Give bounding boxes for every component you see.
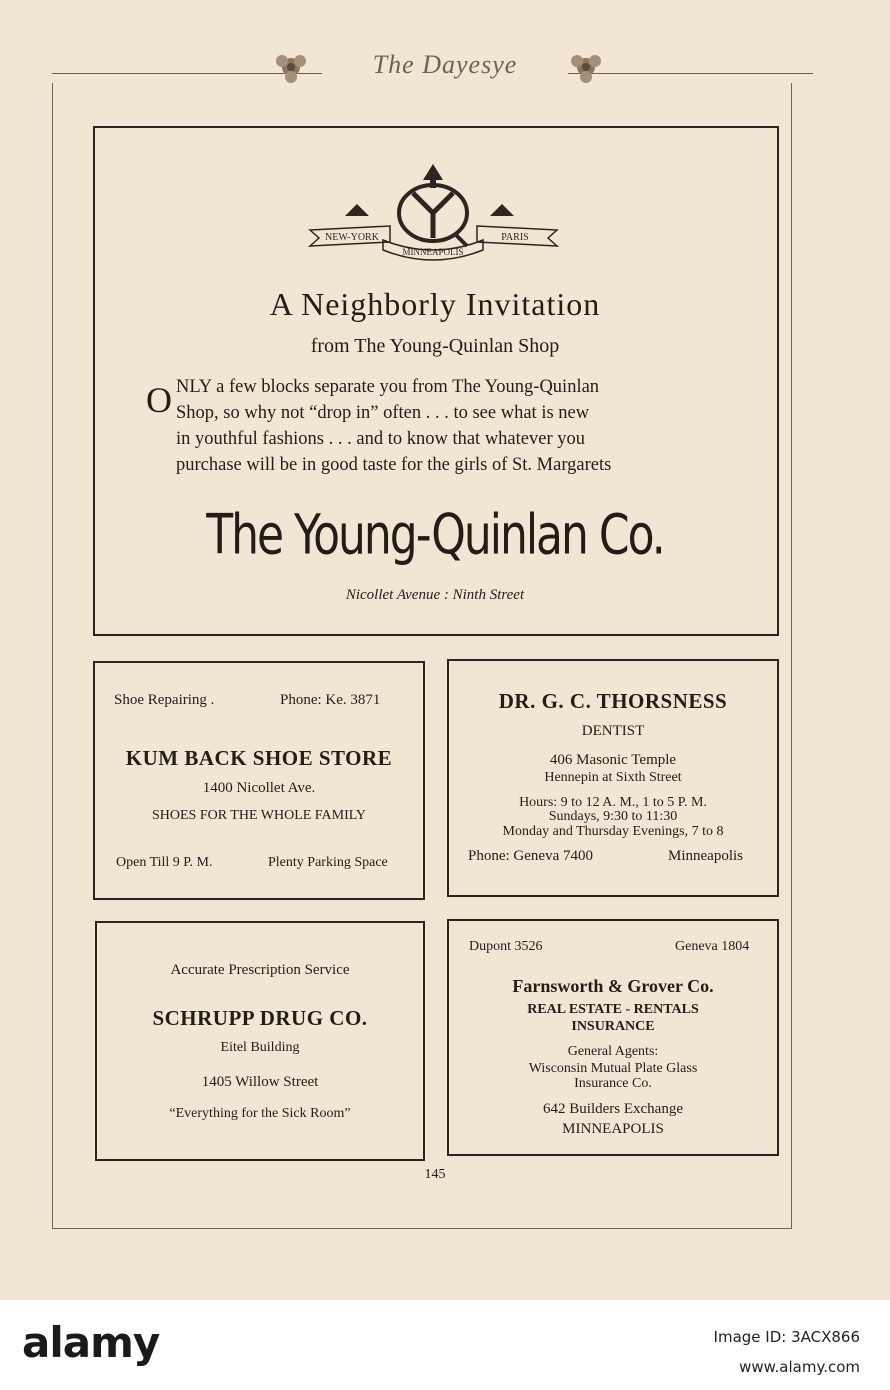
company-name: The Young-Quinlan Co. [206, 503, 664, 568]
banner-bottom: MINNEAPOLIS [402, 247, 464, 257]
stock-logo: alamy [22, 1318, 160, 1367]
realestate-insurance: INSURANCE [571, 1019, 655, 1034]
dentist-sunday-hours: Sundays, 9:30 to 11:30 [548, 809, 678, 824]
ad-subtitle: from The Young-Quinlan Shop [310, 335, 560, 357]
dentist-name: DR. G. C. THORSNESS [498, 689, 728, 713]
dentist-phone: Phone: Geneva 7400 [468, 848, 593, 864]
company-address: Nicollet Avenue : Ninth Street [345, 587, 525, 603]
stock-image-id: Image ID: 3ACX866 [713, 1328, 860, 1346]
drug-store-name: SCHRUPP DRUG CO. [152, 1006, 368, 1030]
drop-cap: O [146, 380, 172, 420]
dentist-title: DENTIST [581, 723, 645, 739]
banner-left: NEW-YORK [325, 232, 379, 243]
dentist-city: Minneapolis [668, 848, 743, 864]
drug-street: 1405 Willow Street [201, 1074, 319, 1090]
invitation-paragraph [176, 374, 696, 478]
stock-info [714, 1322, 860, 1382]
shoe-tagline: SHOES FOR THE WHOLE FAMILY [151, 808, 367, 823]
shoe-phone: Phone: Ke. 3871 [280, 692, 381, 708]
dentist-hours: Hours: 9 to 12 A. M., 1 to 5 P. M. [519, 795, 707, 810]
young-quinlan-logo [305, 158, 565, 268]
drug-tagline: “Everything for the Sick Room” [169, 1106, 351, 1121]
dentist-street: Hennepin at Sixth Street [544, 770, 682, 785]
drug-service: Accurate Prescription Service [170, 962, 350, 978]
paragraph-line: in youthful fashions . . . and to know that whatever you [176, 429, 585, 449]
dentist-address: 406 Masonic Temple [549, 752, 677, 768]
stock-site: www.alamy.com [739, 1358, 860, 1376]
drug-building: Eitel Building [220, 1040, 300, 1055]
agents-label: General Agents: [567, 1044, 659, 1059]
realestate-address: 642 Builders Exchange [543, 1101, 683, 1117]
paragraph-line: purchase will be in good taste for the girls of St. Margarets [176, 455, 612, 475]
realestate-company: Farnsworth & Grover Co. [512, 976, 714, 996]
banner-right: PARIS [501, 232, 529, 243]
page-number: 145 [424, 1167, 446, 1182]
shoe-service: Shoe Repairing . [114, 692, 215, 708]
agents-name-2: Insurance Co. [574, 1076, 652, 1091]
shoe-address: 1400 Nicollet Ave. [202, 780, 316, 796]
shoe-store-name: KUM BACK SHOE STORE [125, 746, 393, 770]
paragraph-line: NLY a few blocks separate you from The Young-Quinlan [176, 377, 600, 397]
logo-monogram: YQ [433, 230, 435, 231]
phone-geneva: Geneva 1804 [675, 939, 750, 954]
shoe-hours: Open Till 9 P. M. [116, 855, 213, 870]
ad-title: A Neighborly Invitation [269, 286, 601, 322]
realestate-city: MINNEAPOLIS [562, 1121, 664, 1137]
running-head: The Dayesye [372, 50, 518, 79]
phone-dupont: Dupont 3526 [469, 939, 543, 954]
shoe-parking: Plenty Parking Space [268, 855, 388, 870]
paragraph-line: Shop, so why not “drop in” often . . . to see what is new [176, 403, 590, 423]
realestate-services: REAL ESTATE - RENTALS [527, 1002, 699, 1017]
dentist-evening-hours: Monday and Thursday Evenings, 7 to 8 [502, 824, 724, 839]
agents-name: Wisconsin Mutual Plate Glass [528, 1061, 698, 1076]
